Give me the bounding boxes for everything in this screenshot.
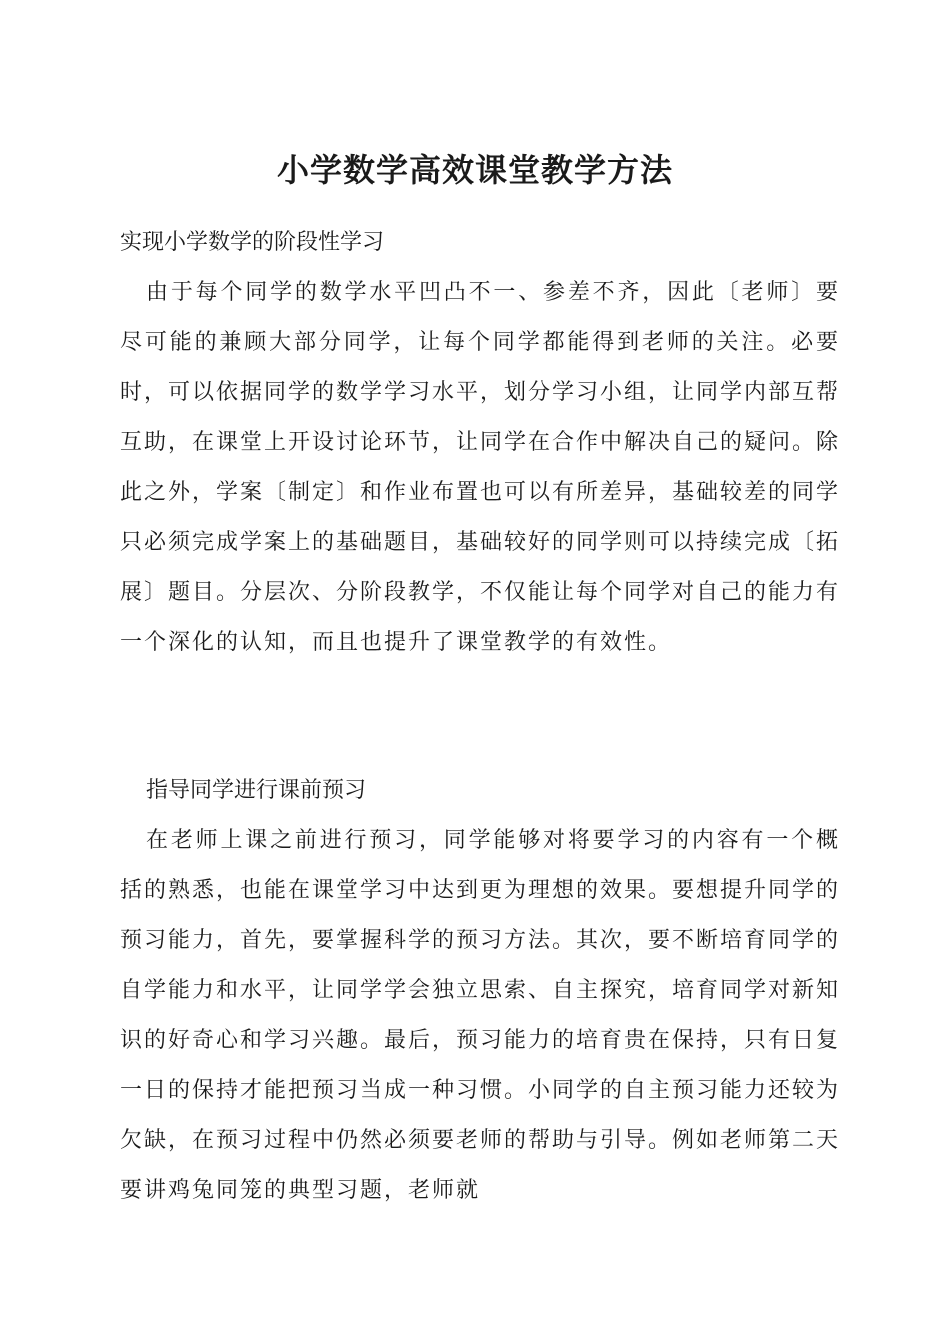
section-heading: 实现小学数学的阶段性学习	[120, 230, 385, 255]
section-paragraph: 由于每个同学的数学水平凹凸不一、参差不齐，因此〔老师〕要尽可能的兼顾大部分同学，让每个同学都能得到老师的关注。必要时，可以依据同学的数学学习水平，划分学习小组，让同学内部互帮互助，在课堂上开设讨论环节，让同学在合作中解决自己的疑问。除此之外，学案〔制定〕和作业布置也可以有所差异，基础较差的同学只必须完成学案上的基础题目，基础较好的同学则可以持续完成〔拓展〕题目。分层次、分阶段教学，不仅能让每个同学对自己的能力有一个深化的认知，而且也提升了课堂教学的有效性。	[120, 280, 841, 655]
section-paragraph: 在老师上课之前进行预习，同学能够对将要学习的内容有一个概括的熟悉，也能在课堂学习中达到更为理想的效果。要想提升同学的预习能力，首先，要掌握科学的预习方法。其次，要不断培育同学的自学能力和水平，让同学学会独立思索、自主探究，培育同学对新知识的好奇心和学习兴趣。最后，预习能力的培育贵在保持，只有日复一日的保持才能把预习当成一种习惯。小同学的自主预习能力还较为欠缺，在预习过程中仍然必须要老师的帮助与引导。例如老师第二天要讲鸡兔同笼的典型习题，老师就	[120, 828, 841, 1203]
section-staged-learning	[120, 218, 840, 668]
section-heading: 指导同学进行课前预习	[146, 778, 367, 803]
section-preview-guidance	[120, 766, 840, 1216]
document-title: 小学数学高效课堂教学方法	[276, 151, 673, 189]
